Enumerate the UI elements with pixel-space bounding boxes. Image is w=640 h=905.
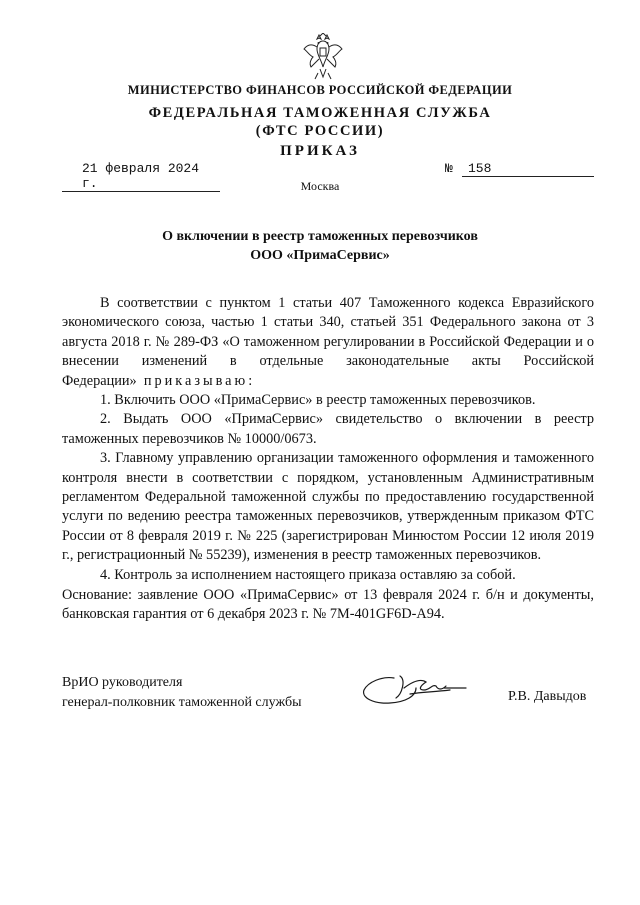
order-item-1: 1. Включить ООО «ПримаСервис» в реестр таможенных перевозчиков.: [100, 392, 536, 409]
signer-name: Р.В. Давыдов: [508, 689, 587, 704]
order-title-line2: ООО «ПримаСервис»: [250, 248, 390, 263]
handwritten-signature-icon: [360, 668, 470, 712]
ministry-name: МИНИСТЕРСТВО ФИНАНСОВ РОССИЙСКОЙ ФЕДЕРАЦИИ: [127, 83, 513, 97]
signatory-position: [62, 673, 301, 713]
preamble-text: В соответствии с пунктом 1 статьи 407 Таможенного кодекса Евразийского экономического союза, частью 1 статьи 340, статьей 351 Федерального закона от 3 августа 2018 г. № 289-ФЗ «О таможенном регулировании в Российской Федерации и о внесении изменений в отдельные законодательные акты Российской Федерации»: [62, 295, 594, 389]
order-body: [62, 294, 594, 585]
order-number-value: 158: [468, 161, 492, 176]
order-date: 21 февраля 2024 г.: [62, 161, 220, 192]
signatory-position-line1: ВрИО руководителя: [62, 675, 183, 690]
order-item-4: 4. Контроль за исполнением настоящего приказа оставляю за собой.: [100, 566, 516, 583]
order-title-line1: О включении в реестр таможенных перевозчиков: [162, 229, 478, 244]
service-name-block: [0, 104, 640, 140]
order-item-3: 3. Главному управлению организации таможенного оформления и таможенного контроля внести в соответствии с порядком, установленным Административным регламентом Федеральной таможенной службы по предоставлению государственной услуги по ведению реестра таможенных перевозчиков, утвержденным приказом ФТС России от 8 февраля 2019 г. № 225 (зарегистрирован Минюстом России 12 июля 2019 г., регистрационный № 55239), изменения в реестр таможенных перевозчиков.: [62, 450, 594, 564]
service-short-name: (ФТС РОССИИ): [255, 123, 385, 139]
order-word: приказываю:: [143, 372, 256, 389]
russian-coat-of-arms-icon: [303, 33, 343, 81]
order-number: [462, 161, 594, 177]
document-type: ПРИКАЗ: [280, 143, 360, 159]
signatory-position-line2: генерал-полковник таможенной службы: [62, 695, 302, 710]
order-preamble: [62, 294, 594, 391]
order-basis: Основание: заявление ООО «ПримаСервис» от 13 февраля 2024 г. б/н и документы, банковская гарантия от 6 декабря 2023 г. № 7М-401GF6D-A94.: [62, 587, 594, 623]
order-title: [0, 227, 640, 265]
order-city: Москва: [300, 179, 340, 193]
service-name: ФЕДЕРАЛЬНАЯ ТАМОЖЕННАЯ СЛУЖБА: [148, 105, 492, 121]
order-item-2: 2. Выдать ООО «ПримаСервис» свидетельство о включении в реестр таможенных перевозчиков № 10000/0673.: [62, 411, 594, 447]
order-number-label: №: [445, 161, 453, 176]
